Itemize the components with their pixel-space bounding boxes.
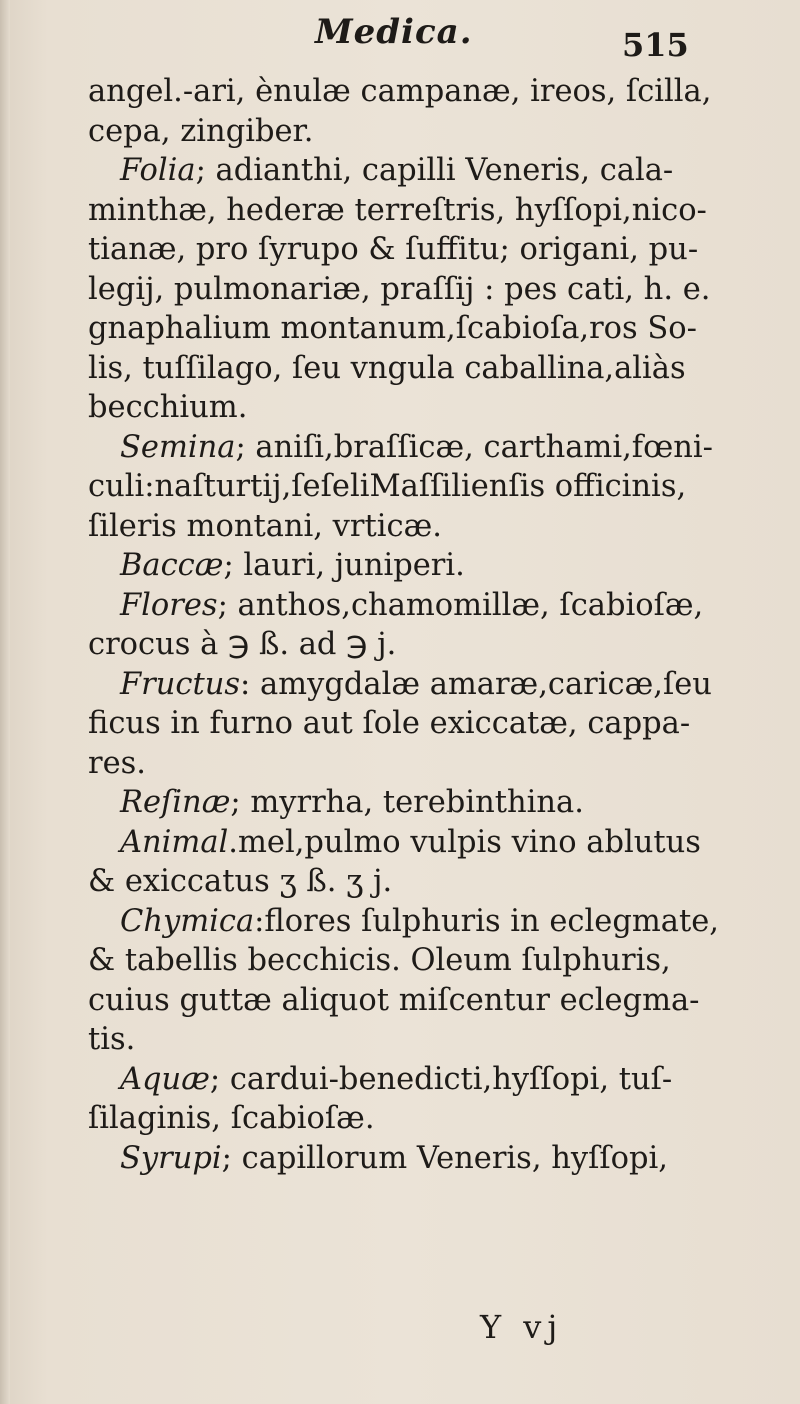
line-text: cuius guttæ aliquot miſcentur eclegma-: [88, 982, 700, 1018]
line-text: ; adianthi, capilli Veneris, cala-: [195, 153, 674, 188]
text-line: [88, 625, 748, 665]
line-text: legij, pulmonariæ, praſſij : pes cati, h. e.: [88, 271, 711, 307]
page-gutter: [0, 0, 10, 1404]
text-line: [88, 862, 748, 902]
line-text: ; lauri, juniperi.: [223, 548, 465, 583]
line-text: becchium.: [88, 390, 248, 425]
text-line: [88, 151, 748, 191]
text-line: [88, 1099, 748, 1139]
page-number: 515: [622, 26, 689, 64]
line-text: ; myrrha, terebinthina.: [230, 785, 584, 820]
line-text: crocus à ℈ ß. ad ℈ j.: [88, 627, 397, 662]
line-text: cepa, zingiber.: [88, 113, 314, 149]
line-text: ſilaginis, ſcabioſæ.: [88, 1101, 375, 1136]
line-text: .mel,pulmo vulpis vino ablutus: [228, 824, 701, 860]
section-heading: Syrupi: [120, 1140, 222, 1176]
line-text: lis, tuſſilago, ſeu vngula caballina,aliàs: [88, 350, 686, 386]
signature-mark: Y vj: [480, 1308, 564, 1346]
line-text: culi:naſturtij,ſeſeliMaſſilienſis officinis,: [88, 469, 687, 504]
body-text: [88, 72, 748, 1178]
text-line: [88, 349, 748, 389]
text-line: [88, 309, 748, 349]
line-text: ſileris montani, vrticæ.: [88, 508, 442, 544]
section-heading: Reſinæ: [120, 785, 231, 820]
text-line: [88, 1020, 748, 1060]
text-line: [88, 941, 748, 981]
line-text: ficus in furno aut ſole exiccatæ, cappa-: [88, 706, 691, 741]
text-line: [88, 428, 748, 468]
line-text: :flores ſulphuris in eclegmate,: [254, 903, 719, 939]
line-text: ; capillorum Veneris, hyſſopi,: [221, 1140, 669, 1176]
line-text: angel.-ari, ènulæ campanæ, ireos, ſcilla,: [88, 74, 712, 109]
running-title: Medica.: [315, 12, 473, 52]
section-heading: Aquæ: [120, 1061, 210, 1097]
text-line: [88, 270, 748, 310]
text-line: [88, 744, 748, 784]
line-text: tis.: [88, 1022, 136, 1057]
text-line: [88, 704, 748, 744]
text-line: [88, 546, 748, 586]
section-heading: Animal: [120, 824, 229, 860]
line-text: tianæ, pro ſyrupo & ſuffitu; origani, pu-: [88, 232, 699, 267]
text-line: [88, 783, 748, 823]
text-line: [88, 388, 748, 428]
line-text: minthæ, hederæ terreſtris, hyſſopi,nico-: [88, 192, 707, 228]
text-line: [88, 467, 748, 507]
page-header: [0, 12, 800, 64]
text-line: [88, 586, 748, 626]
text-line: [88, 665, 748, 705]
line-text: & tabellis becchicis. Oleum ſulphuris,: [88, 943, 671, 978]
text-line: [88, 902, 748, 942]
line-text: gnaphalium montanum,ſcabioſa,ros So-: [88, 311, 697, 346]
text-line: [88, 507, 748, 547]
text-line: [88, 230, 748, 270]
text-line: [88, 191, 748, 231]
text-line: [88, 981, 748, 1021]
section-heading: Chymica: [120, 903, 255, 939]
text-line: [88, 112, 748, 152]
section-heading: Folia: [120, 153, 196, 188]
section-heading: Semina: [120, 429, 236, 465]
text-line: [88, 72, 748, 112]
text-line: [88, 1139, 748, 1179]
line-text: ; anthos,chamomillæ, ſcabioſæ,: [217, 587, 704, 623]
text-line: [88, 1060, 748, 1100]
line-text: : amygdalæ amaræ,caricæ,ſeu: [240, 666, 712, 702]
line-text: ; cardui-benedicti,hyſſopi, tuſ-: [209, 1061, 673, 1097]
line-text: ; aniſi,braſſicæ, carthami,fœni-: [235, 429, 713, 465]
section-heading: Baccæ: [120, 548, 224, 583]
line-text: res.: [88, 745, 146, 781]
section-heading: Fructus: [120, 666, 241, 702]
line-text: & exiccatus ʒ ß. ʒ j.: [88, 864, 393, 899]
text-line: [88, 823, 748, 863]
section-heading: Flores: [120, 587, 218, 623]
